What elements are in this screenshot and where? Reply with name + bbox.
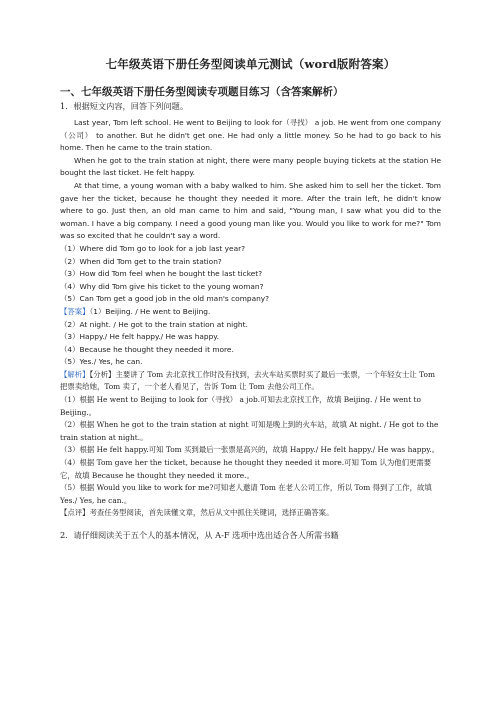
answer-item: （5）Yes./ Yes, he can. <box>60 357 143 367</box>
analysis-item: （3）根据 He felt happy.可知 Tom 买到最后一张票是高兴的，故填 Happy./ He felt happy./ He was happy.。 <box>60 445 440 455</box>
analysis-tag: 【解析】 <box>60 369 90 379</box>
analysis-item: （1）根据 He went to Beijing to look for（寻找） a job.可知去北京找工作，故填 Beijing. / He went to Beijing.。 <box>60 395 421 417</box>
question-item: （2）When did Tom get to the train station? <box>60 256 222 266</box>
analysis-comment: 【点评】考查任务型阅读，首先读懂文章，然后从文中抓住关键词，选择正确答案。 <box>60 508 334 518</box>
passage-paragraph-3: At that time, a young woman with a baby walked to him. She asked him to sell her the ticket. Tom gave her the ticket, because he thought they needed it more. After the train left, he didn't know where to go. Just then, an old man came to him and said, "Young man, I saw what you did to the woman. I have a big company. I need a good young man like you. Would you like to work for me?" Tom was so excited that he couldn't say a word. <box>60 180 441 241</box>
analysis-item: （2）根据 When he got to the train station at night 可知是晚上到的火车站，故填 At night. / He got to the train station at night.。 <box>60 420 439 442</box>
passage-paragraph-1: Last year, Tom left school. He went to Beijing to look for（寻找） a job. He went from one company（公司） to another. But he didn't get one. He had only a little money. So he had to go back to his home. Then he came to the train station. <box>60 118 441 153</box>
question-1-prompt: 1．根据短文内容，回答下列问题。 <box>60 101 189 111</box>
document-page <box>60 56 441 546</box>
section-heading: 一、七年级英语下册任务型阅读专项题目练习（含答案解析） <box>60 86 344 98</box>
answer-tag: 【答案】 <box>60 306 90 316</box>
answer-item: （3）Happy./ He felt happy./ He was happy. <box>60 332 219 342</box>
passage-paragraph-2: When he got to the train station at night, there were many people buying tickets at the station He bought the last ticket. He felt happy. <box>60 155 441 178</box>
analysis-intro: 【分析】主要讲了 Tom 去北京找工作时没有找到，去火车站买票时买了最后一张票，一个年轻女士让 Tom 把票卖给她，Tom 卖了，一个老人看见了，告诉 Tom 让 Tom 去他公司工作。 <box>60 369 435 392</box>
question-item: （3）How did Tom feel when he bought the last ticket? <box>60 269 263 279</box>
question-2-prompt: 2．请仔细阅读关于五个人的基本情况，从 A-F 选项中选出适合各人所需书籍 <box>60 530 339 540</box>
answer-item: （1）Beijing. / He went to Beijing. <box>89 306 211 316</box>
analysis-item: （5）根据 Would you like to work for me?可知老人邀请 Tom 在老人公司工作，所以 Tom 得到了工作，故填 Yes./ Yes, he can.。 <box>60 483 432 505</box>
document-title: 七年级英语下册任务型阅读单元测试（word版附答案） <box>105 57 396 71</box>
analysis-item: （4）根据 Tom gave her the ticket, because he thought they needed it more.可知 Tom 认为他们更需要它，故填 Because he thought they needed it more.。 <box>60 458 432 480</box>
question-item: （5）Can Tom get a good job in the old man's company? <box>60 294 270 304</box>
question-item: （1）Where did Tom go to look for a job last year? <box>60 243 246 253</box>
answer-line-1 <box>60 306 441 319</box>
answer-item: （4）Because he thought they needed it more. <box>60 344 234 354</box>
analysis-intro-line <box>60 369 441 394</box>
answer-item: （2）At night. / He got to the train station at night. <box>60 319 248 329</box>
question-item: （4）Why did Tom give his ticket to the young woman? <box>60 281 264 291</box>
